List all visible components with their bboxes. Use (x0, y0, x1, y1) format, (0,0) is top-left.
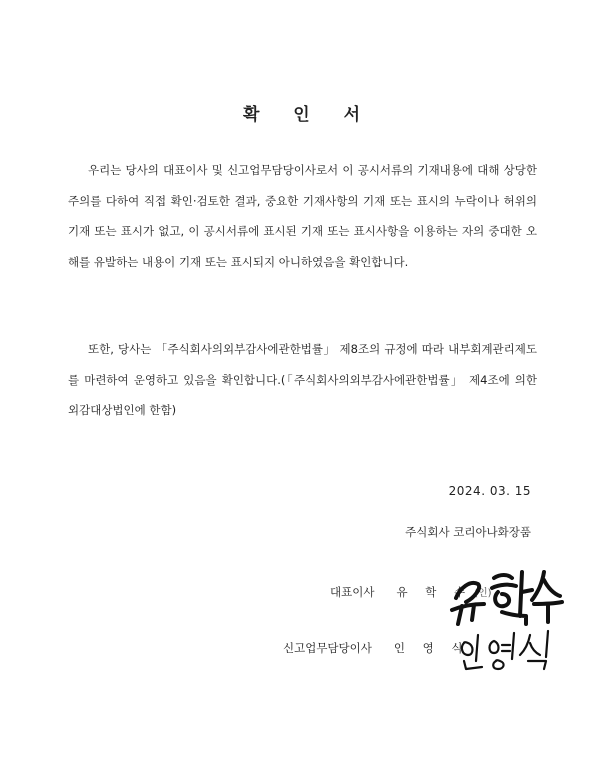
internal-control-paragraph-text: 또한, 당사는 「주식회사의외부감사에관한법률」 제8조의 규정에 따라 내부회계관리제도를 마련하여 운영하고 있음을 확인합니다.(「주식회사의외부감사에관한법률」 제4조에 의한 외감대상법인에 한함) (68, 342, 537, 417)
ceo-name: 유 학 수 (396, 585, 473, 599)
confirmation-paragraph-text: 우리는 당사의 대표이사 및 신고업무담당이사로서 이 공시서류의 기재내용에 대해 상당한 주의를 다하여 직접 확인·검토한 결과, 중요한 기재사항의 기재 또는 표시의 누락이나 허위의 기재 또는 표시가 없고, 이 공시서류에 표시된 기재 또는 표시사항을 이용하는 자의 중대한 오해를 유발하는 내용이 기재 또는 표시되지 아니하였음을 확인합니다. (68, 163, 537, 269)
document-date: 2024. 03. 15 (448, 484, 531, 498)
cfo-role: 신고업무담당이사 (283, 641, 372, 655)
cfo-signature-line (283, 640, 470, 656)
ceo-handwritten-signature (446, 558, 566, 628)
company-name: 주식회사 코리아나화장품 (405, 525, 531, 539)
cfo-handwritten-signature (458, 627, 558, 671)
cfo-name: 인 영 식 (393, 641, 470, 655)
seal-mark: (인) (474, 588, 492, 599)
ceo-role: 대표이사 (330, 585, 375, 599)
document-title: 확 인 서 (242, 105, 375, 125)
confirmation-paragraph (68, 155, 537, 277)
internal-control-paragraph (68, 334, 537, 426)
